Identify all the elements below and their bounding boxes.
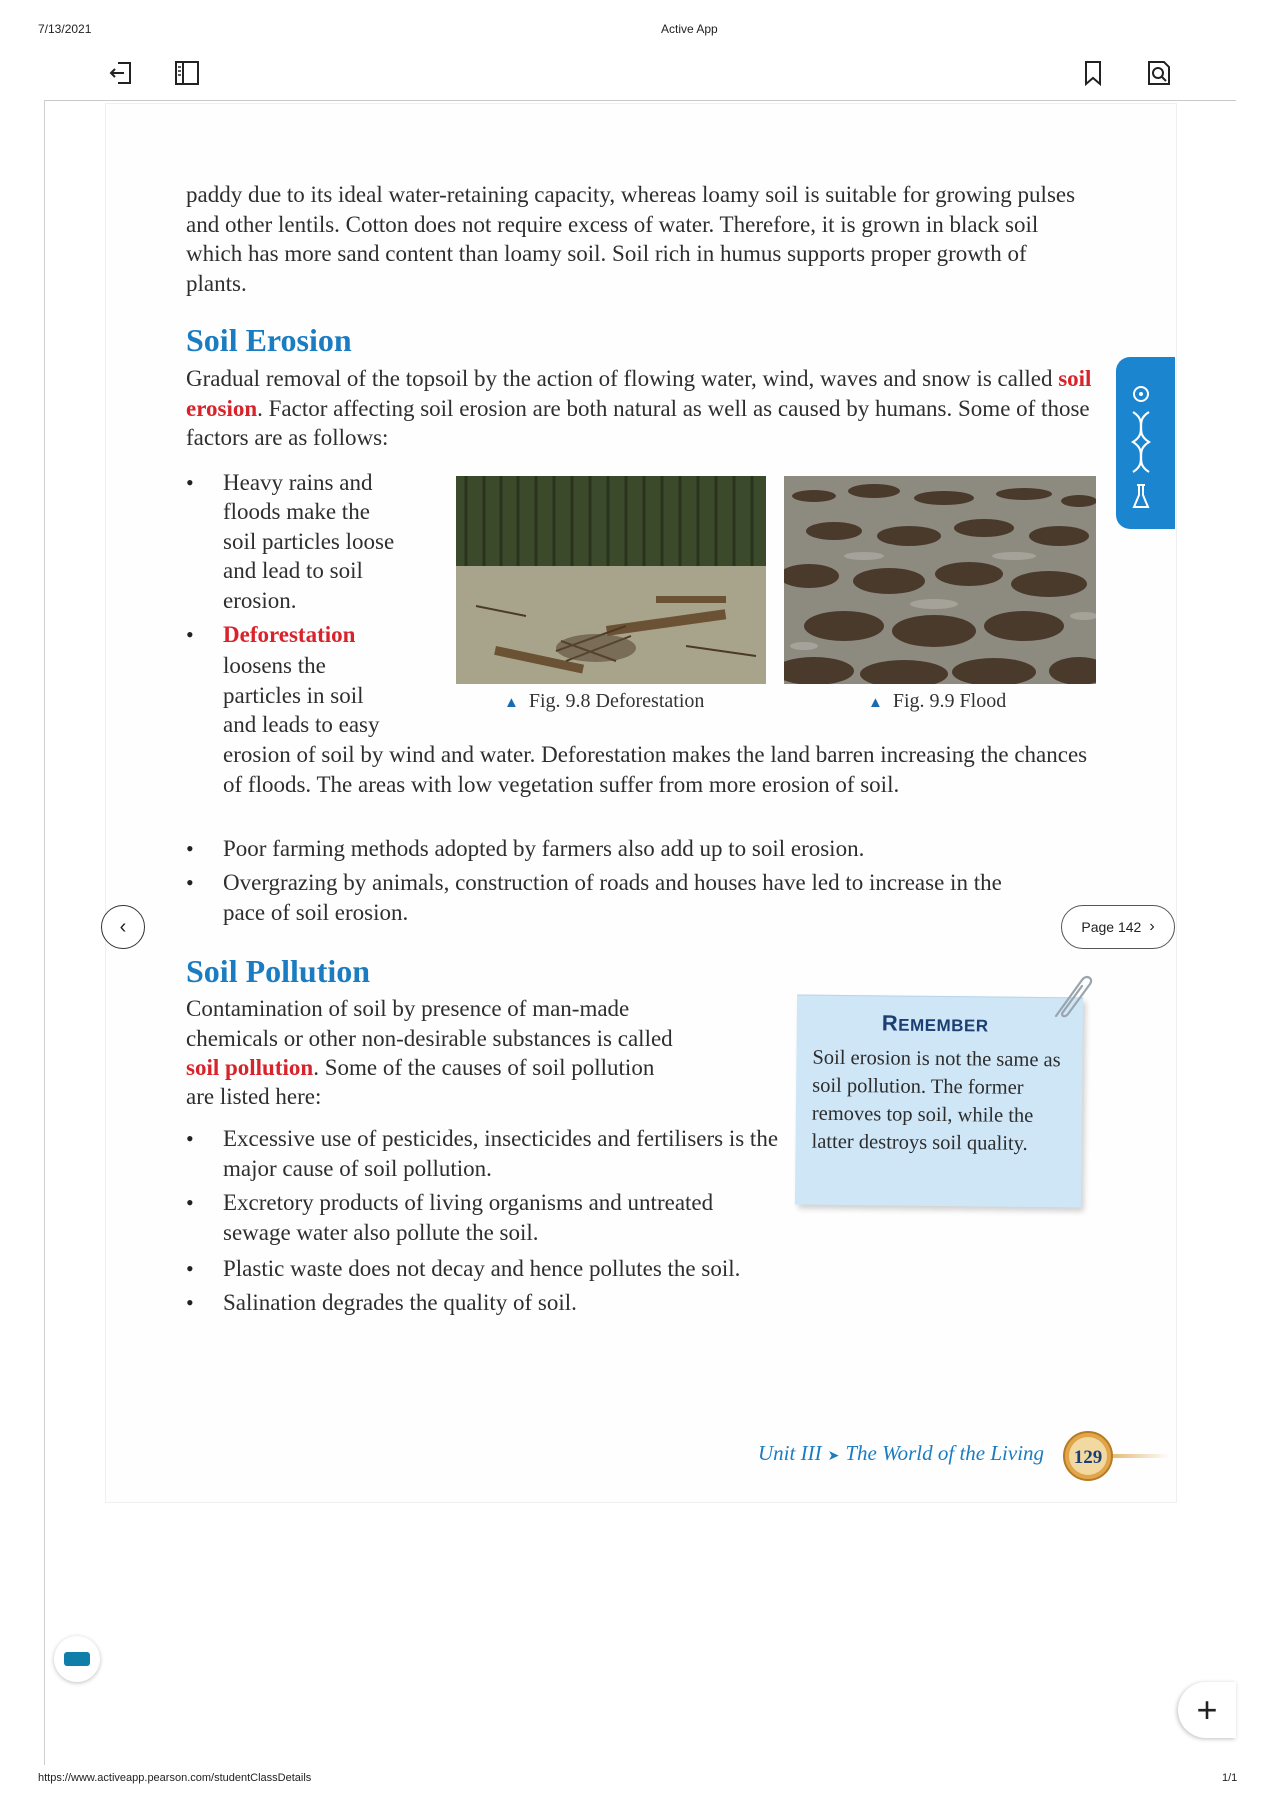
erosion-paragraph: Gradual removal of the topsoil by the action of flowing water, wind, waves and snow is called soil erosion. Factor affecting soil erosion are both natural as well as caused by humans. Some of those factors are as follows: (186, 366, 1092, 450)
term-soil-pollution: soil pollution (186, 1055, 314, 1080)
bullet-farming-methods: Poor farming methods adopted by farmers also add up to soil erosion. (223, 836, 865, 861)
heading-soil-erosion: Soil Erosion (186, 322, 352, 358)
bullet: • (186, 1256, 194, 1281)
bullet-pesticides: Excessive use of pesticides, insecticides and fertilisers is the major cause of soil pollution. (223, 1126, 779, 1181)
heading-soil-pollution: Soil Pollution (186, 953, 371, 989)
highlight-tool-button[interactable] (54, 1636, 100, 1682)
exit-icon[interactable] (106, 58, 136, 88)
sidebar-toggle-icon[interactable] (172, 58, 202, 88)
page-number-badge (1060, 1428, 1170, 1484)
print-title: Active App (661, 22, 718, 36)
paperclip-icon (1038, 966, 1098, 1026)
remember-note (795, 995, 1083, 1208)
viewer-frame-left (44, 100, 45, 1765)
term-soil-erosion: soil erosion (186, 366, 1092, 421)
bullet-heavy-rains-line3: soil particles loose (223, 529, 395, 554)
print-date: 7/13/2021 (38, 22, 92, 36)
pollution-para-line3: soil pollution. Some of the causes of soil pollution (186, 1055, 655, 1080)
bullet-heavy-rains-line4: and lead to soil (223, 558, 363, 583)
print-page-count: 1/1 (1222, 1772, 1238, 1784)
bullet-excretory-products: Excretory products of living organisms and untreated sewage water also pollute the soil. (223, 1190, 714, 1245)
bullet-heavy-rains-line1: Heavy rains and (223, 470, 373, 495)
previous-page-button[interactable]: ‹ (101, 905, 145, 949)
caption-deforestation: ▲ Fig. 9.8 Deforestation (504, 690, 705, 712)
pollution-para-line4: are listed here: (186, 1084, 322, 1109)
intro-paragraph: paddy due to its ideal water-retaining capacity, whereas loamy soil is suitable for growing pulses and other lentils. Cotton does not require excess of water. Therefore, it is grown in black soil which has more sand content than loamy soil. Soil rich in humus supports proper growth of plants. (186, 182, 1076, 296)
bullet-salination: Salination degrades the quality of soil. (223, 1290, 577, 1315)
bullet: • (186, 622, 194, 647)
highlighter-icon (64, 1652, 90, 1666)
add-button[interactable]: + (1178, 1682, 1236, 1738)
pollution-para-line2: chemicals or other non-desirable substances is called (186, 1026, 673, 1051)
bullet-deforestation-line2: loosens the (223, 653, 326, 678)
bookmark-icon[interactable] (1078, 58, 1108, 88)
next-page-button[interactable] (1061, 905, 1175, 949)
bullet: • (186, 470, 194, 495)
search-document-icon[interactable] (1144, 58, 1174, 88)
unit-footer: Unit III ➤ The World of the Living (758, 1441, 1045, 1465)
bullet: • (186, 870, 194, 895)
chapter-side-tab (1116, 357, 1175, 529)
bullet-overgrazing: Overgrazing by animals, construction of roads and houses have led to increase in the pace of soil erosion. (223, 870, 1002, 925)
bullet: • (186, 1190, 194, 1215)
bullet-heavy-rains-line2: floods make the (223, 499, 370, 524)
remember-title: REMEMBER (881, 1010, 989, 1036)
figure-deforestation-image (456, 476, 766, 684)
bullet: • (186, 1290, 194, 1315)
caption-flood: ▲ Fig. 9.9 Flood (868, 690, 1007, 712)
figure-flood-image (784, 476, 1096, 684)
viewer-frame-top (44, 100, 1236, 101)
term-deforestation: Deforestation (223, 622, 356, 647)
chevron-right-icon: › (1149, 918, 1155, 935)
bullet-deforestation-line3: particles in soil (223, 683, 364, 708)
bullet: • (186, 1126, 194, 1151)
bullet-deforestation-line4: and leads to easy (223, 712, 380, 737)
page-indicator: Page 142 (1081, 919, 1142, 935)
remember-body: Soil erosion is not the same as soil pollution. The former removes top soil, while the latter destroys soil quality. (811, 1046, 1061, 1155)
print-url: https://www.activeapp.pearson.com/studentClassDetails (38, 1772, 312, 1784)
bullet-deforestation-rest: erosion of soil by wind and water. Deforestation makes the land barren increasing the chances of floods. The areas with low vegetation suffer from more erosion of soil. (223, 742, 1088, 797)
page-number: 129 (1073, 1447, 1103, 1468)
pollution-para-line1: Contamination of soil by presence of man-made (186, 996, 630, 1021)
bullet-plastic-waste: Plastic waste does not decay and hence pollutes the soil. (223, 1256, 741, 1281)
bullet: • (186, 836, 194, 861)
bullet-heavy-rains-line5: erosion. (223, 588, 297, 613)
